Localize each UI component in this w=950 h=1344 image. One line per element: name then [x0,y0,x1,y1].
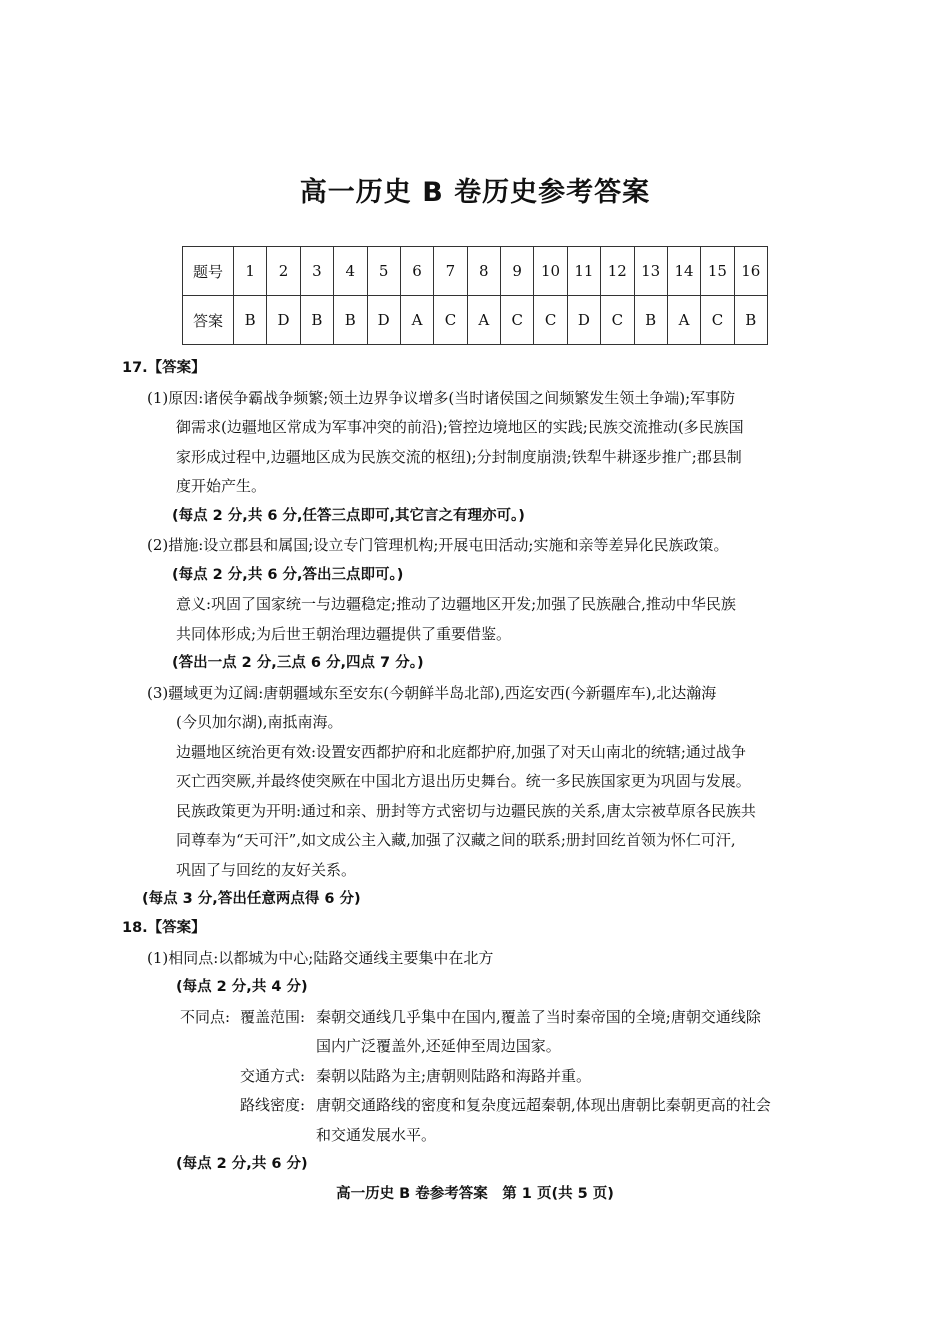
question-number: 16 [734,247,767,296]
q17-part2-meaning-score: (答出一点 2 分,三点 6 分,四点 7 分。) [172,655,424,671]
question-number: 13 [634,247,667,296]
page-title: 高一历史 B 卷历史参考答案 [299,177,651,208]
answer-cell: D [367,296,400,345]
question-18 [0,914,950,1180]
question-number: 12 [601,247,634,296]
row-label-number: 题号 [183,247,234,296]
q18-diff-row [0,1062,950,1092]
q17-part3-border-line: 灭亡西突厥,并最终使突厥在中国北方退出历史舞台。统一多民族国家更为巩固与发展。 [176,772,751,790]
answer-cell: D [567,296,600,345]
answer-table-number-row [183,247,768,296]
question-number: 1 [234,247,267,296]
answer-cell: B [334,296,367,345]
q17-part2-score: (每点 2 分,共 6 分,答出三点即可。) [172,566,404,583]
q18-diff-score: (每点 2 分,共 6 分) [176,1156,308,1172]
question-number: 7 [434,247,467,296]
question-number: 14 [667,247,700,296]
q17-part1-line: 御需求(边疆地区常成为军事冲突的前沿);管控边境地区的实践;民族交流推动(多民族国 [176,418,744,436]
q18-heading: 18.【答案】 [122,920,206,936]
answer-cell: C [534,296,567,345]
q17-part3-score: (每点 3 分,答出任意两点得 6 分) [142,891,361,907]
answer-table-answer-row [183,296,768,345]
answer-cell: B [634,296,667,345]
q17-part1-score: (每点 2 分,共 6 分,任答三点即可,其它言之有理亦可。) [172,507,525,524]
q18-diff-label: 不同点: [180,1007,231,1026]
q18-diff-item-text: 秦朝以陆路为主;唐朝则陆路和海路并重。 [316,1066,592,1085]
answer-cell: B [234,296,267,345]
question-number: 15 [701,247,734,296]
question-number: 10 [534,247,567,296]
answer-cell: C [434,296,467,345]
q17-part3-line: (今贝加尔湖),南抵南海。 [176,713,343,731]
q17-part3-border-line: 边疆地区统治更有效:设置安西都护府和北庭都护府,加强了对天山南北的统辖;通过战争 [176,742,746,761]
q18-diff-item-label: 覆盖范围: [240,1007,306,1026]
question-number: 8 [467,247,500,296]
question-number: 9 [501,247,534,296]
q17-part1-line: 家形成过程中,边疆地区成为民族交流的枢纽);分封制度崩溃;铁犁牛耕逐步推广;郡县制 [176,447,742,466]
q18-diff-item-label: 路线密度: [240,1096,306,1114]
answer-cell: A [467,296,500,345]
question-number: 3 [300,247,333,296]
question-number: 11 [567,247,600,296]
q17-part3-policy-line: 巩固了与回纥的友好关系。 [176,860,357,879]
q18-diff-row [0,1003,950,1033]
q17-part2-measures: (2)措施:设立郡县和属国;设立专门管理机构;开展屯田活动;实施和亲等差异化民族政策。 [147,536,729,554]
question-17 [0,354,950,915]
q17-part1-line: 度开始产生。 [176,477,267,495]
answer-table [182,246,768,345]
q18-diff-item-text: 唐朝交通路线的密度和复杂度远超秦朝,体现出唐朝比秦朝更高的社会 [316,1096,771,1114]
question-number: 4 [334,247,367,296]
q17-part3-policy-line: 民族政策更为开明:通过和亲、册封等方式密切与边疆民族的关系,唐太宗被草原各民族共 [176,801,756,820]
question-number: 5 [367,247,400,296]
answer-cell: C [601,296,634,345]
q18-diff-item-text: 国内广泛覆盖外,还延伸至周边国家。 [316,1037,561,1055]
question-number: 6 [400,247,433,296]
q17-part2-meaning-line: 共同体形成;为后世王朝治理边疆提供了重要借鉴。 [176,624,512,643]
page-footer: 高一历史 B 卷参考答案 第 1 页(共 5 页) [336,1186,614,1202]
answer-cell: D [267,296,300,345]
q18-part1-score: (每点 2 分,共 4 分) [176,979,308,995]
answer-cell: C [701,296,734,345]
answer-cell: C [501,296,534,345]
q17-part3-line: (3)疆域更为辽阔:唐朝疆域东至安东(今朝鲜半岛北部),西迄安西(今新疆库车),北达瀚海 [147,683,717,702]
q17-part1-line: (1)原因:诸侯争霸战争频繁;领土边界争议增多(当时诸侯国之间频繁发生领土争端);军事防 [147,388,736,407]
q18-diff-item-label: 交通方式: [240,1066,306,1085]
row-label-answer: 答案 [183,296,234,345]
q18-part1-similarity: (1)相同点:以都城为中心;陆路交通线主要集中在北方 [147,948,494,967]
q17-heading: 17.【答案】 [122,360,206,376]
answer-cell: B [300,296,333,345]
answer-cell: B [734,296,767,345]
q17-part2-meaning-line: 意义:巩固了国家统一与边疆稳定;推动了边疆地区开发;加强了民族融合,推动中华民族 [176,595,736,613]
answer-cell: A [400,296,433,345]
q18-diff-row [0,1091,950,1121]
q17-part3-policy-line: 同尊奉为“天可汗”,如文成公主入藏,加强了汉藏之间的联系;册封回纥首领为怀仁可汗, [176,831,736,849]
q18-diff-item-text: 秦朝交通线几乎集中在国内,覆盖了当时秦帝国的全境;唐朝交通线除 [316,1007,761,1026]
question-number: 2 [267,247,300,296]
q18-diff-item-text: 和交通发展水平。 [316,1125,437,1144]
answer-cell: A [667,296,700,345]
